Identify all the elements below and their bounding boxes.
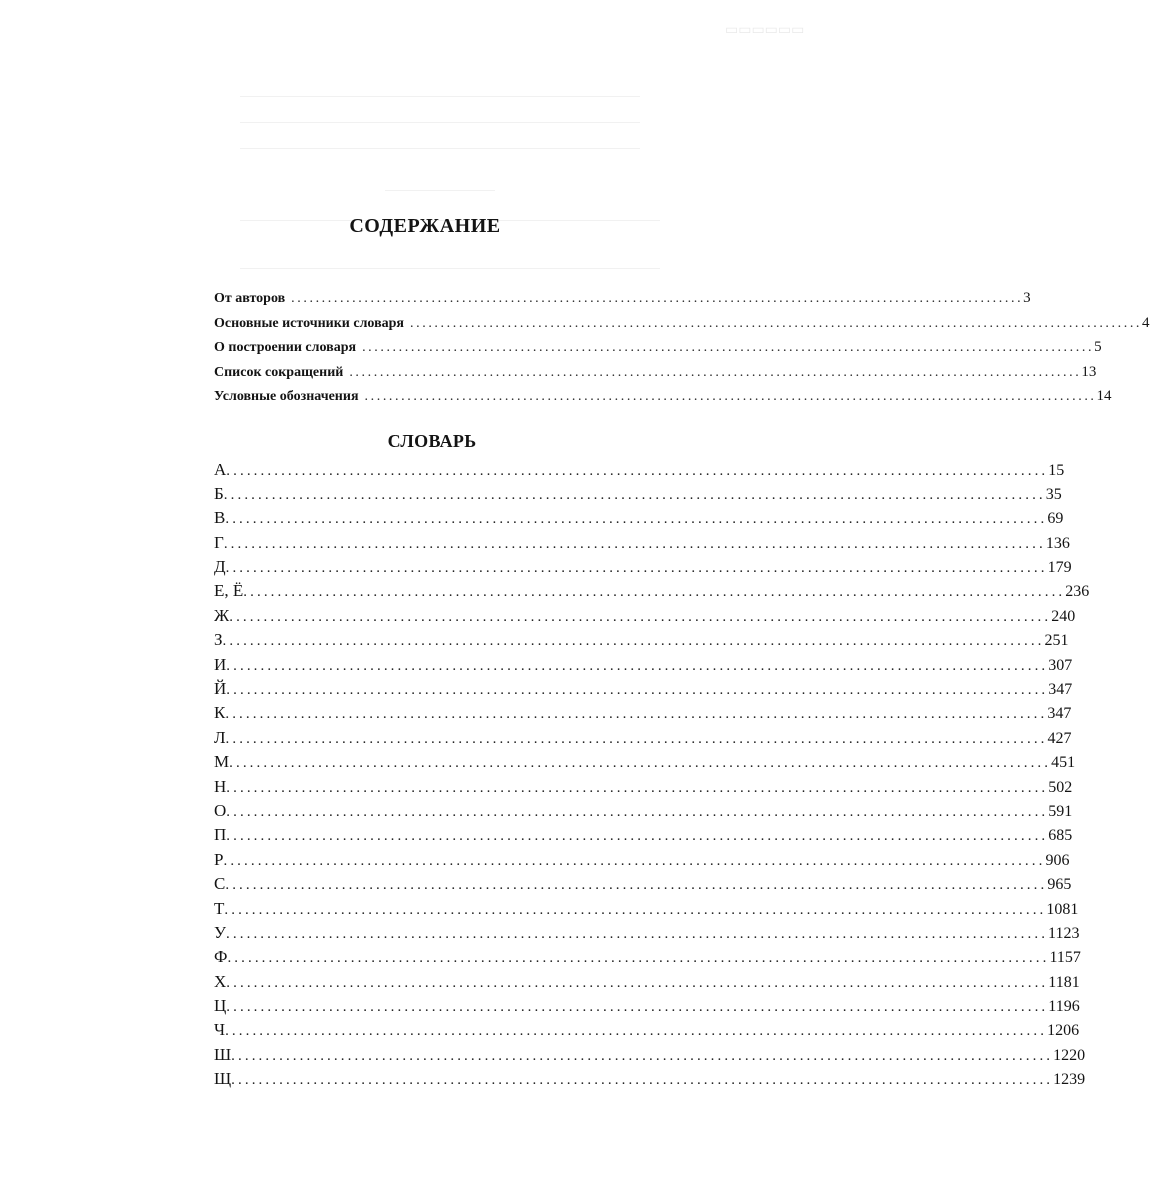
page-number: 307 [1048,656,1073,674]
entry-label: От авторов [214,291,286,306]
letter-entry [214,996,1080,1020]
page-number: 906 [1045,851,1070,869]
letter-entry [214,849,1070,874]
page-number: 251 [1044,632,1069,650]
toc-entry [214,363,1097,389]
dot-leader: ........................................................................................................................ [229,755,1052,772]
dot-leader: ........................................................................................................................ [223,486,1046,503]
dot-leader: ........................................................................................................................ [225,877,1048,894]
page-number: 685 [1048,827,1073,845]
page-number: 451 [1051,754,1076,772]
dot-leader: ........................................................................................................................ [224,901,1047,918]
letter-entry [214,947,1081,971]
entry-label: О [214,800,227,820]
letter-entry [214,825,1073,849]
page-number: 1196 [1048,998,1080,1016]
letter-entry [214,752,1076,776]
page-number: 1206 [1047,1022,1080,1040]
entry-label: И [214,654,227,674]
entry-label: Ц [214,996,227,1016]
dot-leader: ........................................................................................................................ [225,560,1048,577]
entry-label: Условные обозначения [214,389,359,404]
page-number: 1181 [1048,973,1080,991]
letter-entry [214,605,1076,630]
entry-label: К [214,703,226,723]
reverse-side-bleed [240,148,640,149]
entry-label: Й [214,679,227,699]
page-number: 347 [1048,681,1073,699]
letter-entry [214,971,1080,996]
page-number: 3 [1023,290,1031,306]
dot-leader: ........................................................................................................................ [223,535,1046,552]
letter-entry [214,922,1080,947]
entry-label: С [214,874,226,894]
page-number: 136 [1045,534,1070,552]
letter-entry [214,1069,1086,1093]
letter-entry [214,581,1090,605]
page-number: 4 [1142,314,1150,331]
reverse-side-bleed: ▭▭▭▭▭▭ [725,23,805,38]
dictionary-letter-list [214,459,1090,1094]
dot-leader: ........................................................................................................................ [225,706,1048,723]
front-matter-list [214,290,1150,413]
entry-label: Т [214,898,225,918]
dot-leader: ........................................................................................................................ [362,340,1095,355]
entry-label: Л [214,727,226,747]
letter-entry [214,532,1070,557]
dot-leader: ........................................................................................................................ [226,657,1049,674]
entry-label: З [214,630,223,650]
page-number: 1157 [1049,949,1081,967]
letter-entry [214,727,1072,752]
dot-leader: ........................................................................................................................ [226,682,1049,699]
dot-leader: ........................................................................................................................ [227,950,1050,967]
toc-entry [214,314,1150,340]
toc-entry [214,388,1112,413]
dot-leader: ........................................................................................................................ [226,828,1049,845]
page-number: 236 [1065,583,1090,601]
dot-leader: ........................................................................................................................ [231,1072,1054,1089]
entry-label: М [214,752,230,772]
dot-leader: ........................................................................................................................ [226,999,1049,1016]
page-number: 1220 [1053,1046,1086,1064]
dot-leader: ........................................................................................................................ [229,608,1052,625]
toc-entry [214,339,1102,364]
entry-label: Е, Ё [214,581,244,601]
letter-entry [214,679,1073,703]
page-number: 347 [1047,705,1072,723]
page-number: 1123 [1048,924,1080,942]
entry-label: Х [214,971,227,991]
dot-leader: ........................................................................................................................ [364,389,1097,404]
page-number: 1239 [1053,1071,1086,1089]
letter-entry [214,630,1069,654]
letter-entry [214,483,1062,508]
page-number: 240 [1051,607,1076,625]
entry-label: Г [214,532,224,552]
page-number: 965 [1047,876,1072,894]
page-number: 13 [1081,363,1097,380]
letter-entry [214,800,1073,825]
letter-entry [214,898,1079,923]
entry-label: Основные источники словаря [214,315,405,331]
letter-entry [214,459,1065,484]
page-number: 502 [1048,778,1073,796]
entry-label: Ш [214,1044,232,1064]
page-number: 5 [1094,339,1102,355]
section-title: СЛОВАРЬ [387,430,477,451]
entry-label: Д [214,557,226,577]
letter-entry [214,654,1073,679]
dot-leader: ........................................................................................................................ [226,974,1049,991]
letter-entry [214,703,1072,727]
dot-leader: ........................................................................................................................ [226,925,1049,942]
entry-label: Щ [214,1069,232,1089]
entry-label: Б [214,483,224,503]
page-number: 427 [1047,729,1072,747]
page-number: 1081 [1046,900,1079,918]
dot-leader: ........................................................................................................................ [222,633,1045,650]
page-number: 14 [1096,388,1112,404]
reverse-side-bleed [240,96,640,97]
page-number: 179 [1047,559,1072,577]
dot-leader: ........................................................................................................................ [226,803,1049,820]
entry-label: Р [214,849,224,869]
page-number: 69 [1047,510,1064,528]
letter-entry [214,1044,1086,1069]
reverse-side-bleed [240,122,640,123]
table-of-contents [214,215,1150,1094]
entry-label: Ф [214,947,228,967]
entry-label: В [214,508,226,528]
dot-leader: ........................................................................................................................ [225,1023,1048,1040]
letter-entry [214,1020,1080,1044]
dot-leader: ........................................................................................................................ [231,1047,1054,1064]
dot-leader: ........................................................................................................................ [225,511,1048,528]
page-number: 591 [1048,802,1073,820]
page-number: 35 [1045,485,1062,503]
entry-label: Н [214,776,227,796]
dot-leader: ........................................................................................................................ [291,291,1024,306]
dot-leader: ........................................................................................................................ [226,779,1049,796]
letter-entry [214,508,1064,532]
reverse-side-bleed [385,190,495,191]
entry-label: Ч [214,1020,226,1040]
dot-leader: ........................................................................................................................ [226,462,1049,479]
dot-leader: ........................................................................................................................ [410,315,1143,331]
page-number: 15 [1048,461,1065,479]
dot-leader: ........................................................................................................................ [349,364,1082,380]
letter-entry [214,557,1072,581]
dot-leader: ........................................................................................................................ [225,730,1048,747]
entry-label: У [214,922,227,942]
toc-entry [214,290,1031,315]
letter-entry [214,776,1073,801]
entry-label: О построении словаря [214,340,357,355]
letter-entry [214,874,1072,898]
entry-label: П [214,825,227,845]
entry-label: Ж [214,605,230,625]
entry-label: А [214,459,227,479]
dot-leader: ........................................................................................................................ [223,852,1046,869]
dot-leader: ........................................................................................................................ [243,584,1066,601]
page-title: СОДЕРЖАНИЕ [349,215,501,237]
entry-label: Список сокращений [214,364,344,380]
